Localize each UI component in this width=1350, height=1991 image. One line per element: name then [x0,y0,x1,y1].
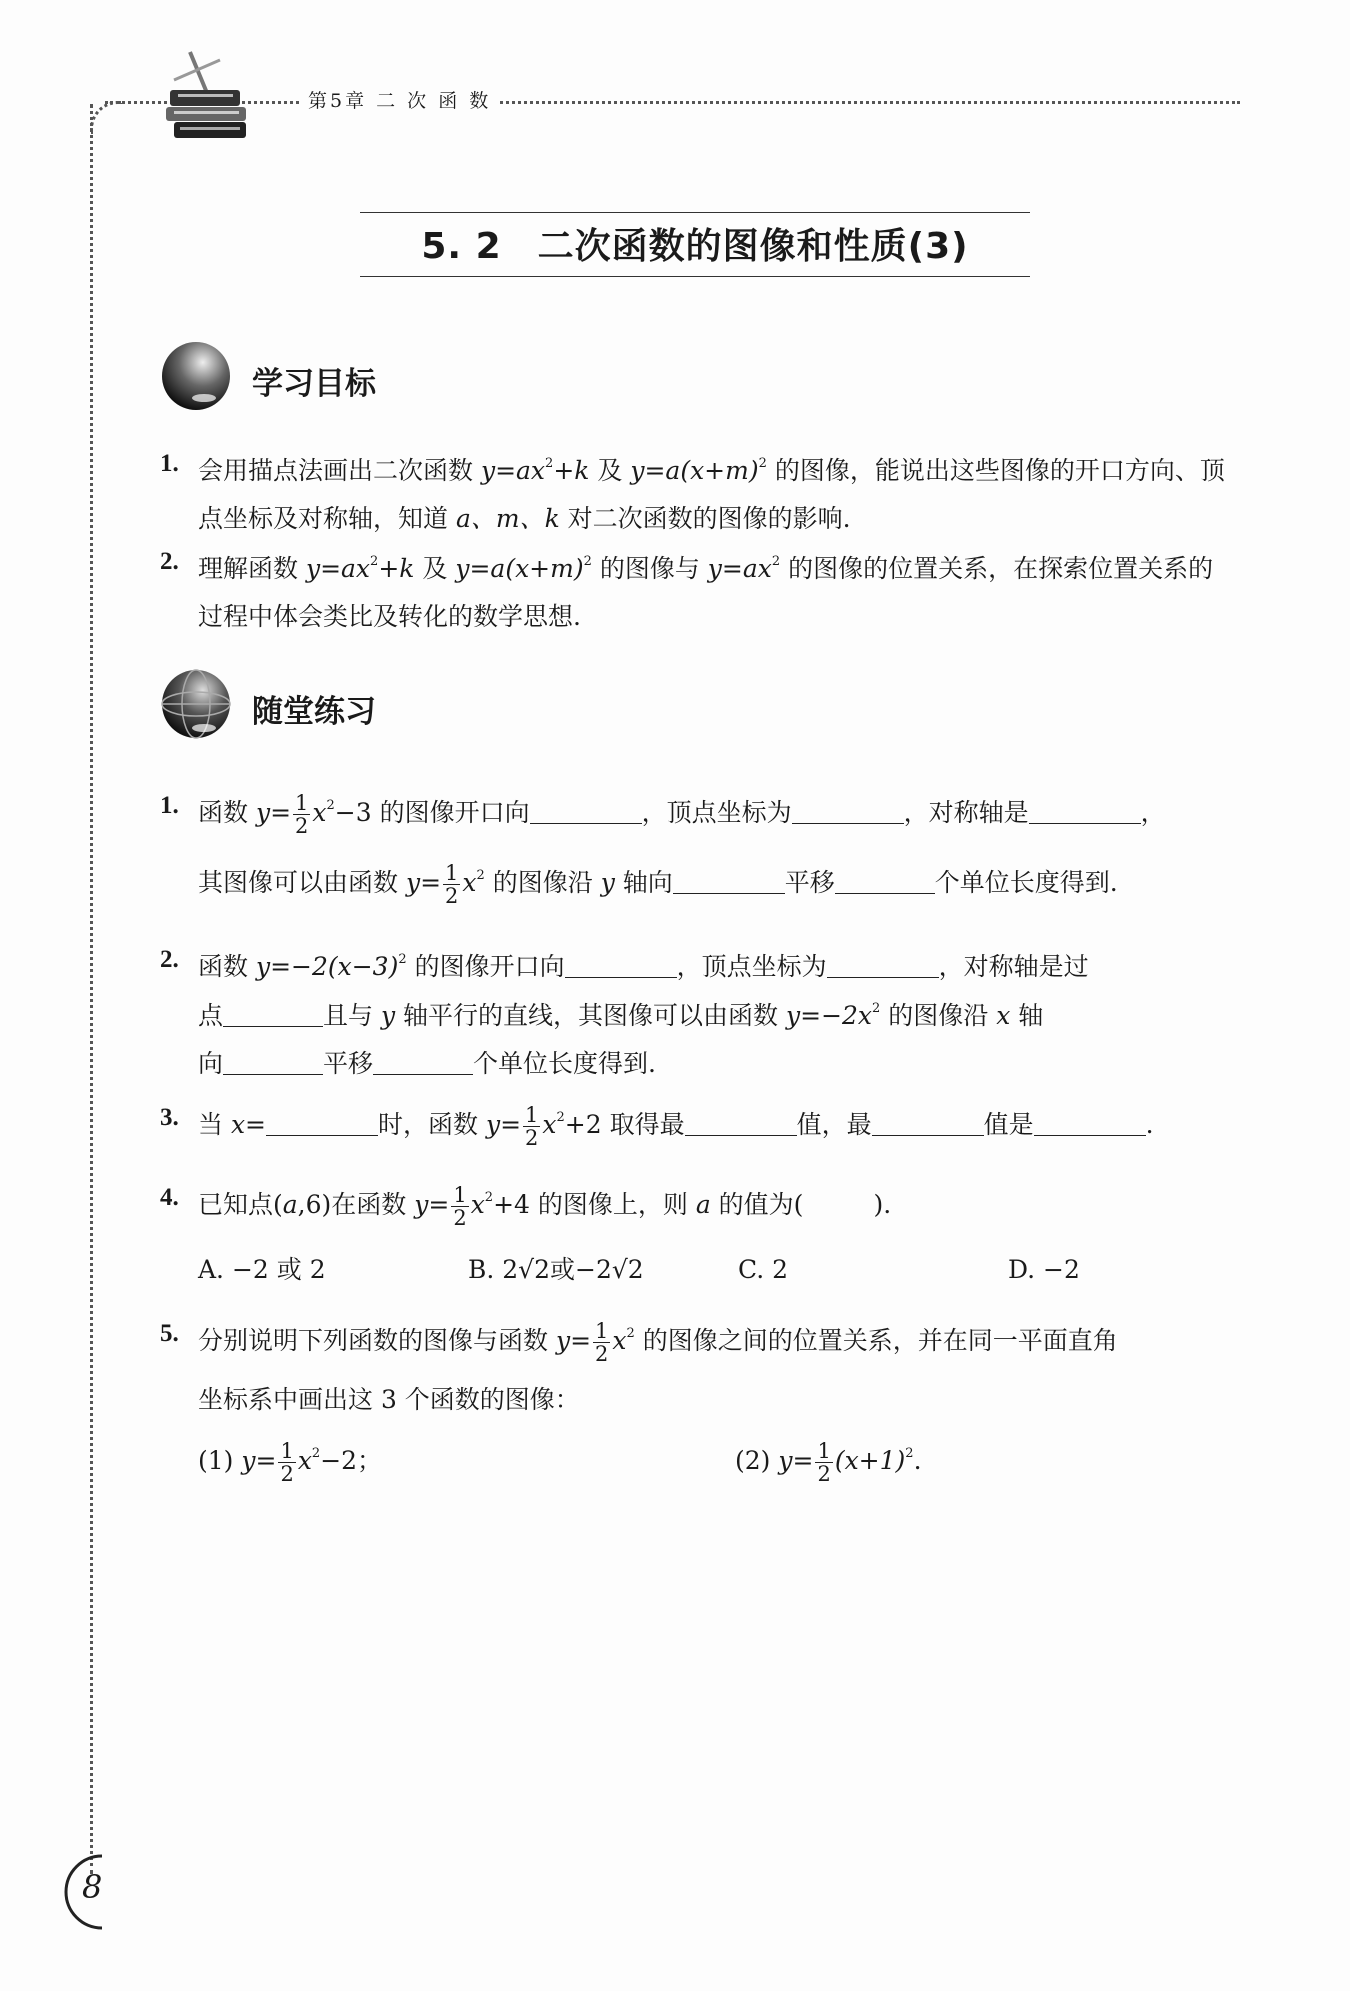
answer-blank[interactable] [1034,1113,1146,1136]
title-rule-bottom [360,276,1030,277]
chapter-header: 第5章 二 次 函 数 [300,86,499,113]
answer-blank[interactable] [792,801,904,824]
answer-blank[interactable] [685,1113,797,1136]
answer-blank[interactable] [673,871,785,894]
answer-blank[interactable] [373,1052,473,1075]
section-title-text: 二次函数的图像和性质(3) [537,226,969,267]
page-number: 8 [82,1868,103,1906]
question-3: 3. 当 x= 时，函数 y= $\frac{1}{2}$ $x^2+2$ 取得最 值，最 值是 . [160,1103,1154,1150]
goals-heading-label: 学习目标 [252,366,376,402]
answer-blank[interactable] [266,1113,378,1136]
books-icon [150,50,260,145]
answer-blank[interactable] [872,1113,984,1136]
question-5: 5. 分别说明下列函数的图像与函数 y= $\frac{1}{2}$ $x^2$ 的图像之间的位置关系，并在同一平面直角 [160,1319,1118,1366]
fraction-half: $\frac{1}{2}$ [295,791,309,838]
option-c[interactable]: C. 2 [738,1255,789,1284]
option-d[interactable]: D. −2 [1008,1255,1080,1284]
question-4: 4. 已知点(a,6)在函数 y= $\frac{1}{2}$ $x^2+4$ 的图像上，则 a 的值为( ). [160,1183,892,1230]
question-1: 1. 函数 y= $\frac{1}{2}$ $x^2-3$ 的图像开口向 ，顶点坐标为 ，对称轴是 ， [160,791,1166,838]
question-1-line-2: 其图像可以由函数 y= $\frac{1}{2}$ $x^2$ 的图像沿 y 轴向 平移 个单位长度得到. [198,861,1118,908]
header-dotted-rule [105,101,1240,104]
goal-item-2: 2. 理解函数 $y=ax^2+k$ 及 $y=a(x+m)^2$ 的图像与 $y=ax^2$ 的图像的位置关系，在探索位置关系的过程中体会类比及转化的数学思想. [160,548,1214,631]
header-corner-decoration [90,101,123,134]
question-2: 2. 函数 $y=-2(x-3)^2$ 的图像开口向 ，顶点坐标为 ，对称轴是过 [160,946,1089,981]
question-2-line-2: 点 且与 y 轴平行的直线，其图像可以由函数 $y=-2x^2$ 的图像沿 x 轴 [198,1001,1044,1030]
answer-blank[interactable] [223,1052,323,1075]
option-a[interactable]: A. −2 或 2 [198,1255,326,1284]
goal-item-1: 1. 会用描点法画出二次函数 $y=ax^2+k$ 及 $y=a(x+m)^2$ 的图像，能说出这些图像的开口方向、顶点坐标及对称轴，知道 a、m、k 对二次函数的图像的影响. [160,450,1225,533]
option-b[interactable]: B. 2√2或−2√2 [468,1255,644,1284]
answer-blank[interactable] [565,955,677,978]
question-4-options [198,1250,1208,1286]
practice-heading-label: 随堂练习 [252,694,376,730]
question-5-sub-1: (1) y= $\frac{1}{2}$ $x^2-2$； [198,1439,383,1486]
answer-blank[interactable] [827,955,939,978]
globe-icon [160,340,232,412]
answer-blank[interactable] [1029,801,1141,824]
section-title [360,218,1030,269]
answer-blank[interactable] [530,801,642,824]
question-2-line-3: 向 平移 个单位长度得到. [198,1049,656,1078]
question-5-line-2: 坐标系中画出这 3 个函数的图像： [198,1385,580,1414]
section-number: 5. 2 [421,226,502,267]
question-5-sub-2: (2) y= $\frac{1}{2}$ $(x+1)^2$. [735,1439,922,1486]
answer-blank[interactable] [223,1004,323,1027]
title-rule-top [360,212,1030,213]
margin-dotted-rule [90,104,93,1874]
globe-grid-icon [160,668,232,740]
answer-blank[interactable] [835,871,935,894]
